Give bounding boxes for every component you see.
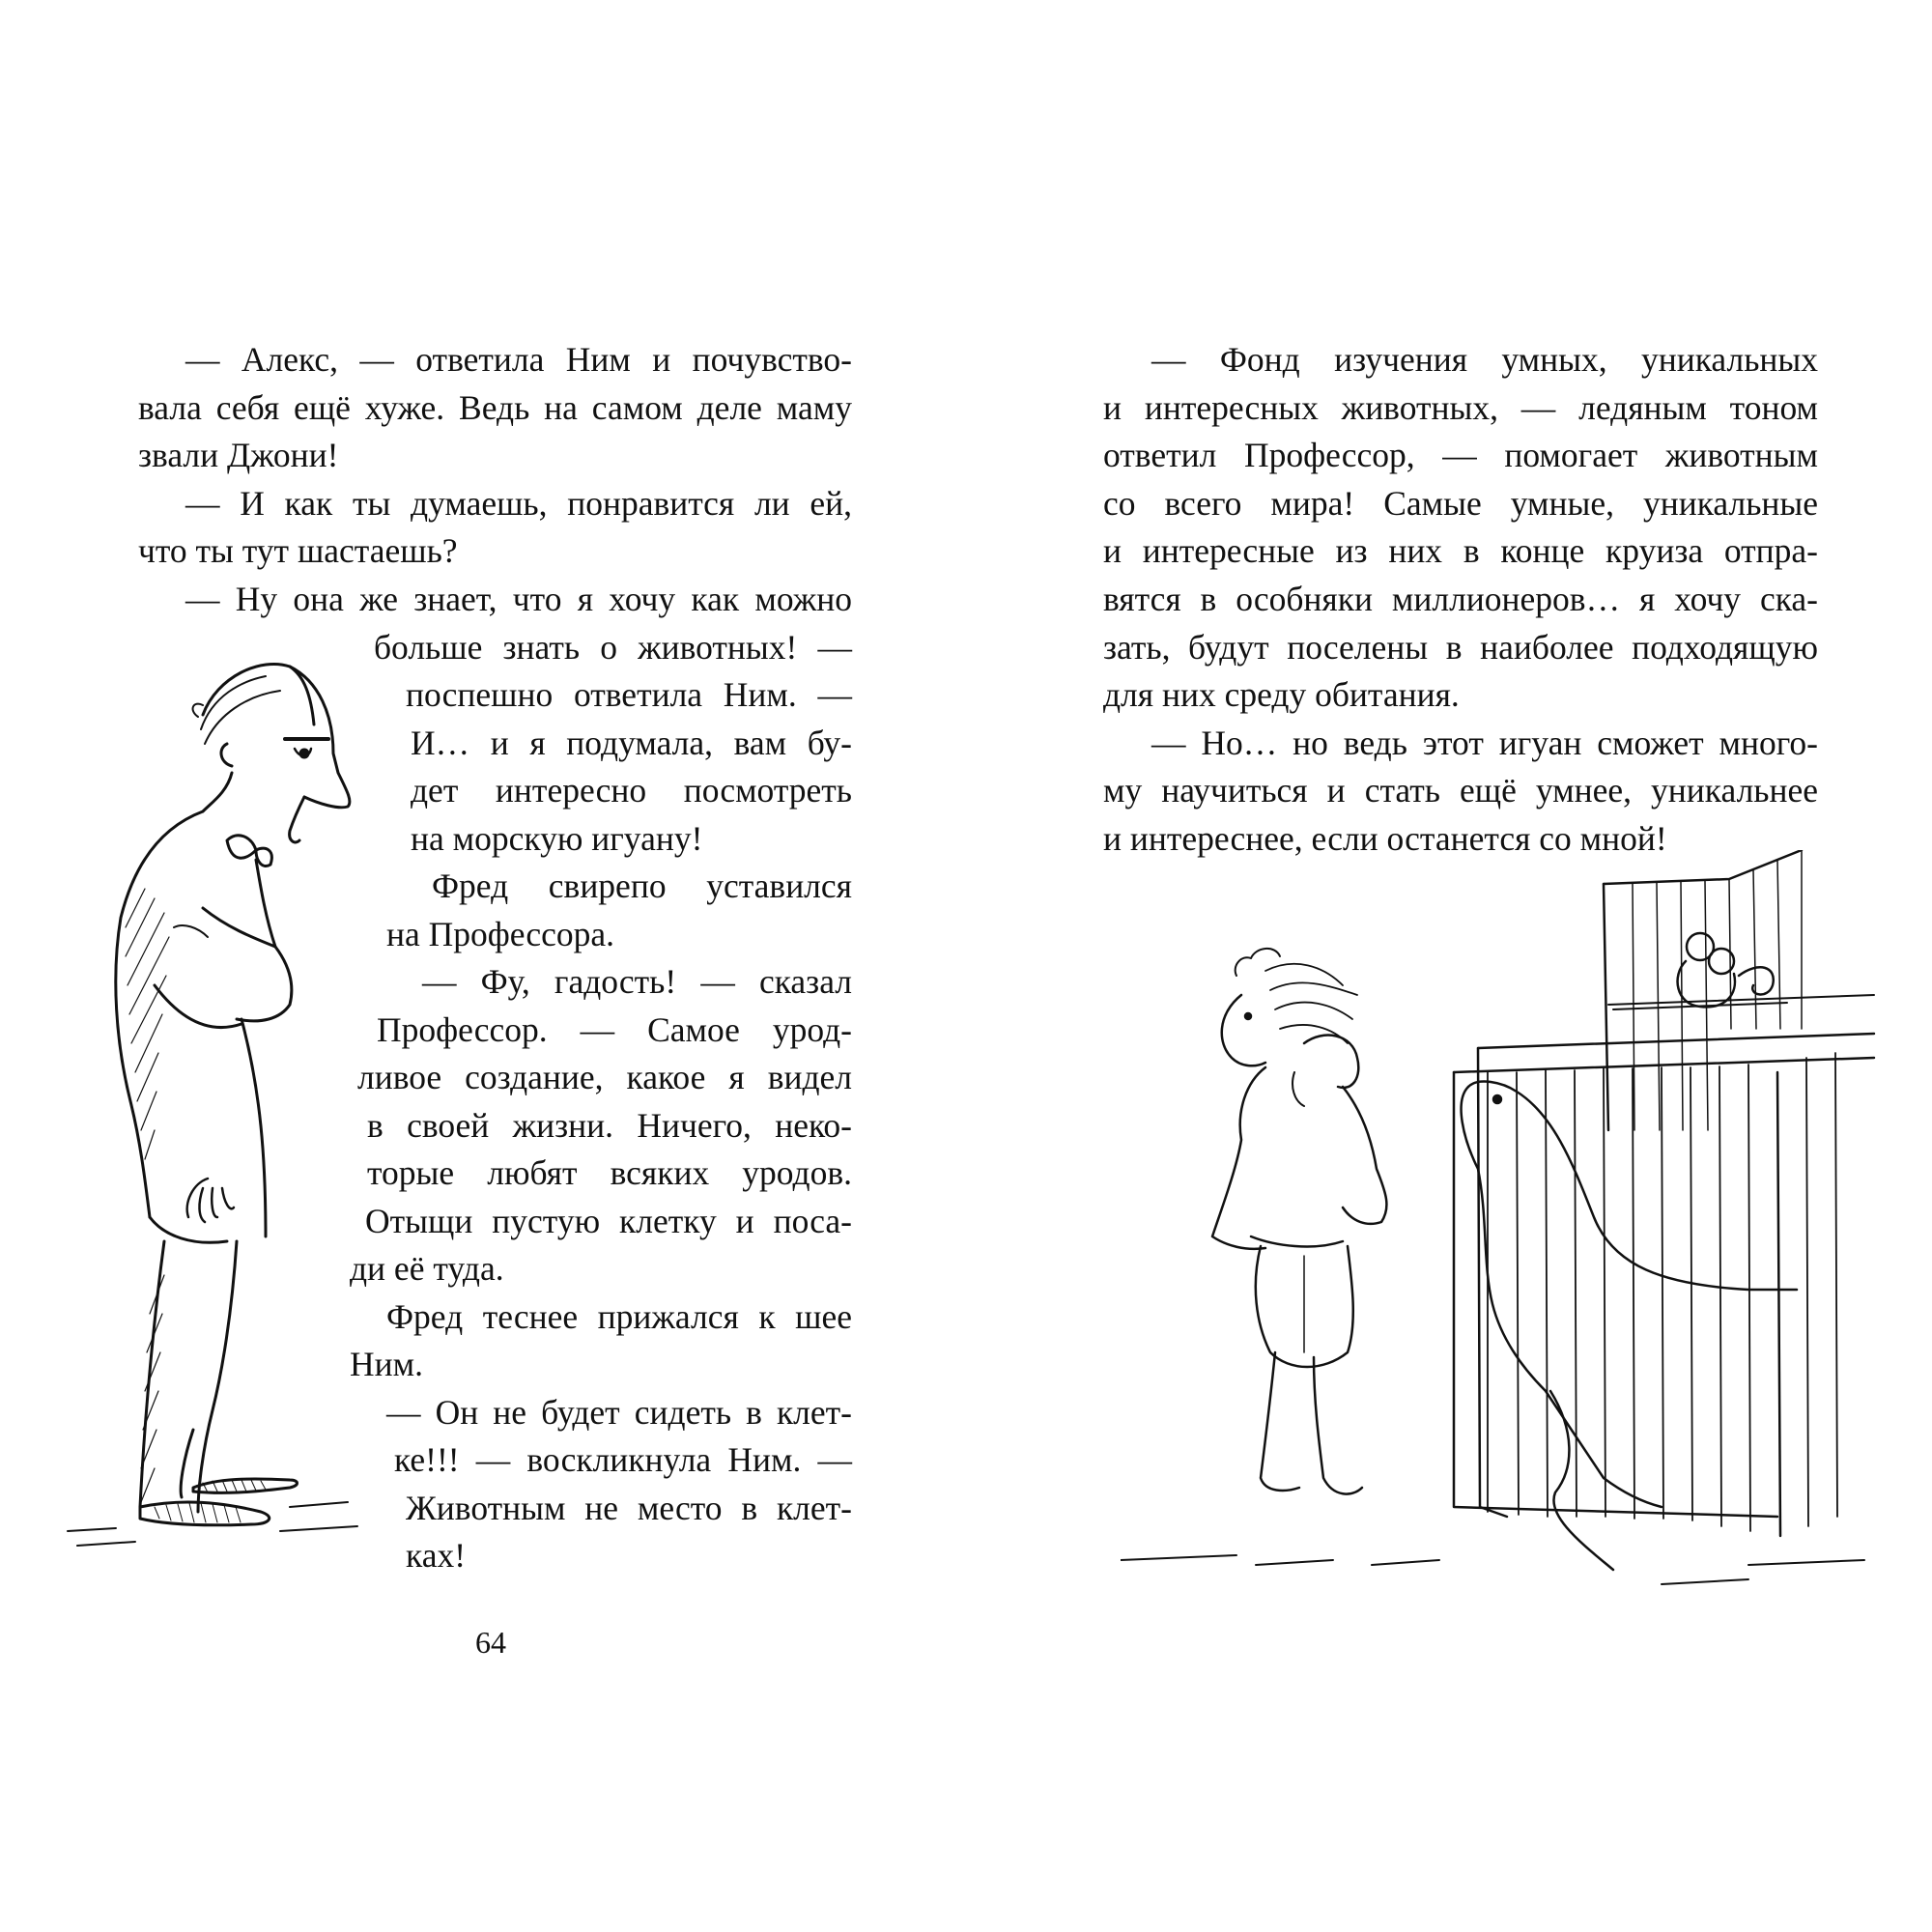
text-line: что ты тут шастаешь? [138,531,458,570]
text-line: — Фонд изучения умных, уникальных [1151,340,1818,379]
text-line: и интересные из них в конце круиза отпра- [1103,531,1818,570]
text-line: Профессор. — Самое урод- [377,1010,852,1049]
text-line: Фред свирепо уставился [432,867,852,905]
text-line: вятся в особняки миллионеров… я хочу ска- [1103,580,1818,618]
text-line: ке!!! — воскликнула Ним. — [394,1440,852,1479]
text-line: И… и я подумала, вам бу- [411,724,852,762]
text-line: дет интересно посмотреть [411,771,852,810]
text-line: звали Джони! [138,436,339,474]
text-line: на морскую игуану! [411,819,703,858]
text-line: торые любят всяких уродов. [367,1153,852,1192]
text-line: Ним. [350,1345,423,1383]
text-line: — Алекс, — ответила Ним и почувство- [185,340,852,379]
text-line: ках! [406,1536,467,1575]
text-line: ливое создание, какое я видел [357,1058,852,1096]
text-line: — Он не будет сидеть в клет- [386,1393,852,1432]
text-line: больше знать о животных! — [374,628,852,667]
text-line: ди её туда. [350,1249,504,1288]
text-line: и интересных животных, — ледяным тоном [1103,388,1818,427]
professor-illustration [58,638,377,1604]
text-line: зать, будут поселены в наиболее подходящую [1103,628,1818,667]
text-line: на Профессора. [386,915,615,953]
girl-cages-illustration [1121,850,1893,1700]
text-line: Фред теснее прижался к шее [386,1297,852,1336]
text-line: — Но… но ведь этот игуан сможет много- [1151,724,1818,762]
right-page [966,0,1932,1932]
text-line: — Фу, гадость! — сказал [422,962,852,1001]
text-line: — И как ты думаешь, понравится ли ей, [185,484,852,523]
text-line: Отыщи пустую клетку и поса- [365,1202,852,1240]
text-line: Животным не место в клет- [406,1489,852,1527]
text-line: ответил Профессор, — помогает животным [1103,436,1818,474]
text-line: со всего мира! Самые умные, уникальные [1103,484,1818,523]
text-line: для них среду обитания. [1103,675,1460,714]
text-line: — Ну она же знает, что я хочу как можно [185,580,852,618]
text-line: и интереснее, если останется со мной! [1103,819,1667,858]
text-line: вала себя ещё хуже. Ведь на самом деле маму [138,388,852,427]
page-number: 64 [475,1625,506,1660]
text-line: поспешно ответила Ним. — [406,675,852,714]
text-line: му научиться и стать ещё умнее, уникальнее [1103,771,1818,810]
text-line: в своей жизни. Ничего, неко- [367,1106,852,1145]
